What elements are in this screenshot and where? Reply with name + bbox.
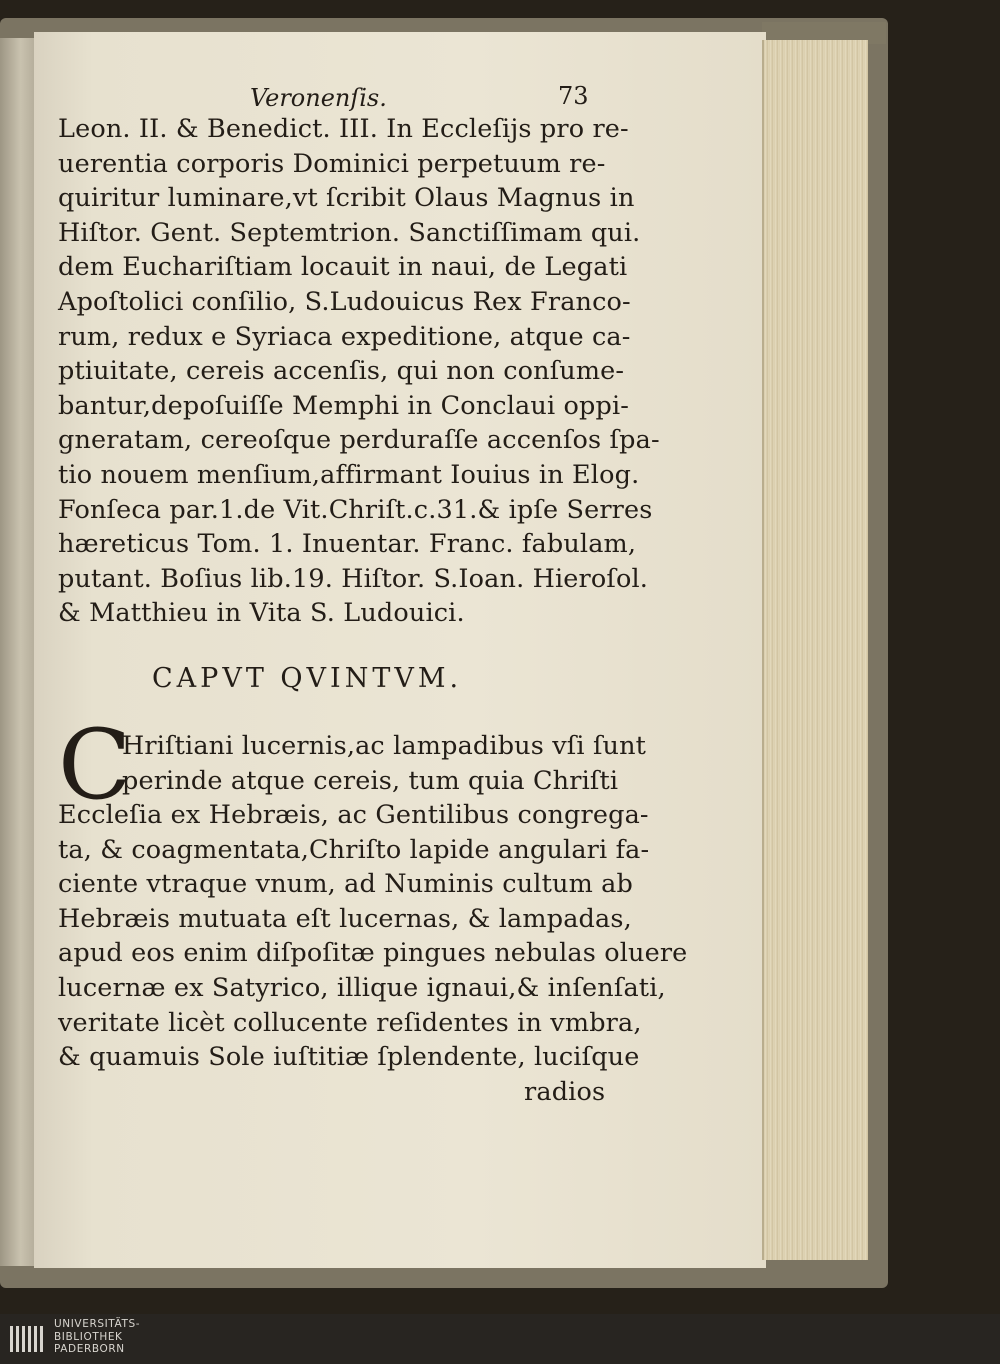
- library-name-line: PADERBORN: [54, 1343, 125, 1355]
- page-fore-edge: [762, 40, 868, 1260]
- running-title: Veronenſis.: [250, 84, 387, 112]
- drop-cap: C: [58, 708, 132, 821]
- text-line: tio nouem menſium,affirmant Iouius in Elog.: [58, 459, 640, 490]
- library-logo-icon: [6, 1320, 46, 1358]
- library-name-line: BIBLIOTHEK: [54, 1330, 123, 1343]
- text-line: Leon. II. & Benedict. III. In Eccleſijs pro re-: [58, 114, 629, 144]
- text-line: rum, redux e Syriaca expeditione, atque ca-: [58, 321, 631, 352]
- text-line: Eccleſia ex Hebræis, ac Gentilibus congrega-: [58, 800, 649, 831]
- text-line: perinde atque cereis, tum quia Chriſti: [122, 765, 619, 796]
- page-text: [58, 78, 688, 1109]
- text-line: & quamuis Sole iuſtitiæ ſplendente, luciſque: [58, 1042, 640, 1073]
- paragraph: [58, 708, 688, 1110]
- text-line: uerentia corporis Dominici perpetuum re-: [58, 148, 606, 179]
- text-line: putant. Boſius lib.19. Hiſtor. S.Ioan. Hieroſol.: [58, 563, 649, 594]
- text-line: gneratam, cereoſque perduraſſe accenſos ſpa-: [58, 425, 660, 456]
- text-line: lucernæ ex Satyrico, illique ignaui,& inſenſati,: [58, 973, 666, 1004]
- text-line: apud eos enim diſpoſitæ pingues nebulas oluere: [58, 938, 688, 969]
- page-number: 73: [558, 82, 589, 110]
- text-line: Apoſtolici conſilio, S.Ludouicus Rex Franco-: [58, 286, 631, 317]
- library-footer: [0, 1314, 1000, 1364]
- text-line: dem Euchariſtiam locauit in naui, de Legati: [58, 252, 628, 283]
- text-line: hæreticus Tom. 1. Inuentar. Franc. fabulam,: [58, 529, 637, 560]
- library-name-line: UNIVERSITÄTS-: [54, 1318, 141, 1330]
- left-page-edge: [0, 38, 34, 1266]
- text-line: Hriſtiani lucernis,ac lampadibus vſi ſunt: [122, 730, 647, 761]
- text-line: & Matthieu in Vita S. Ludouici.: [58, 598, 465, 629]
- text-line: Hebræis mutuata eſt lucernas, & lampadas,: [58, 903, 632, 934]
- chapter-heading: CAPVT QVINTVM.: [152, 662, 463, 694]
- text-line: bantur,depoſuiſſe Memphi in Conclaui oppi-: [58, 390, 630, 421]
- text-line: ptiuitate, cereis accenſis, qui non conſume-: [58, 356, 625, 387]
- text-line: quiritur luminare,vt ſcribit Olaus Magnus in: [58, 183, 635, 214]
- catchword: radios: [524, 1076, 606, 1107]
- text-line: Fonſeca par.1.de Vit.Chriſt.c.31.& ipſe Serres: [58, 494, 653, 525]
- page-header: [58, 78, 658, 112]
- text-line: Hiſtor. Gent. Septemtrion. Sanctiſſimam qui.: [58, 217, 641, 248]
- library-name: [54, 1318, 140, 1356]
- text-block-top: [58, 112, 658, 631]
- text-line: ta, & coagmentata,Chriſto lapide angulari fa-: [58, 834, 650, 865]
- text-line: veritate licèt collucente reſidentes in vmbra,: [58, 1007, 642, 1038]
- text-line: ciente vtraque vnum, ad Numinis cultum ab: [58, 869, 633, 900]
